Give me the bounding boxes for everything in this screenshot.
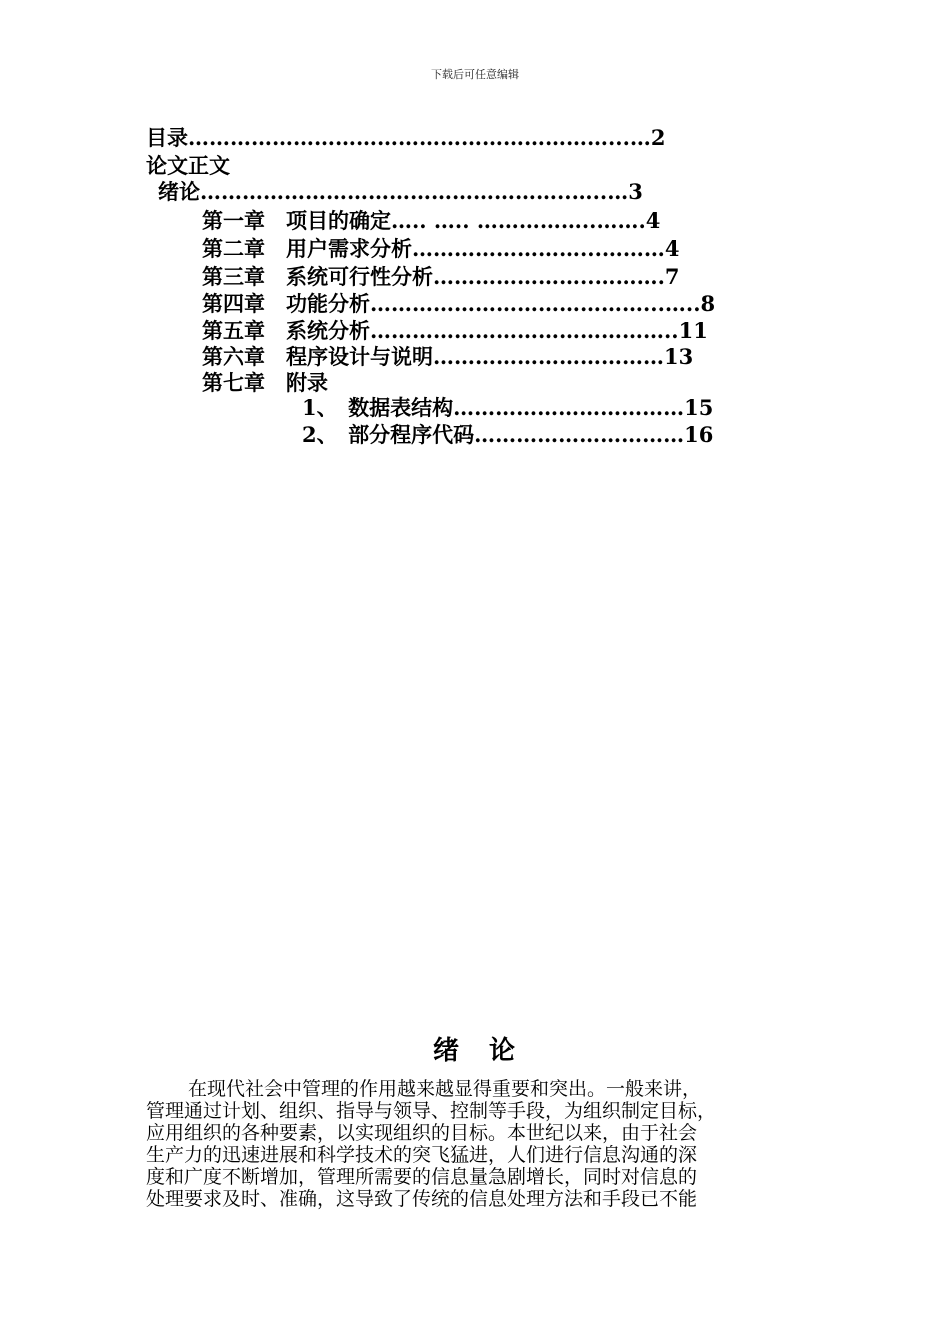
toc-entry-page: …….4 [596, 208, 661, 233]
section-heading: 绪 论 [432, 1036, 517, 1066]
toc-entry-main-text [146, 152, 230, 180]
toc-entry-leader: ………………… [433, 264, 580, 289]
toc-entry-label: 第四章 功能分析 [202, 291, 370, 316]
toc-entry-page: ...………4 [580, 236, 680, 261]
toc-entry-label: 第一章 项目的确定 [202, 208, 391, 233]
toc-entry-label: 目录 [146, 125, 188, 150]
toc-entry-leader: …………………………………………………… [188, 125, 608, 150]
toc-entry-label: 论文正文 [146, 153, 230, 178]
toc-entry-leader: …………………… [412, 236, 580, 261]
toc-entry-leader: ……………… [433, 344, 559, 369]
toc-entry-page: ...…..8 [643, 291, 716, 316]
toc-entry-page: ……………..11 [559, 318, 708, 343]
toc-entry-chapter-4 [202, 290, 715, 318]
toc-entry-chapter-1 [202, 207, 660, 235]
paragraph-line: 生产力的迅速进展和科学技术的突飞猛进，人们进行信息沟通的深 [146, 1144, 698, 1166]
toc-entry-appendix-1 [302, 394, 713, 422]
toc-entry-label: 第三章 系统可行性分析 [202, 264, 433, 289]
toc-entry-page: ……………13 [559, 344, 694, 369]
toc-entry-leader: ….. ….. …………….. [391, 208, 597, 233]
toc-entry-leader: ………………………………… [370, 291, 643, 316]
paragraph-line: 应用组织的各种要素，以实现组织的目标。本世纪以来，由于社会 [146, 1122, 698, 1144]
toc-entry-leader: ……………………… [370, 318, 559, 343]
toc-entry-page: ..……….7 [580, 264, 680, 289]
toc-entry-page: ……15 [642, 395, 714, 420]
intro-paragraph [146, 1078, 808, 1210]
toc-entry-label: 2、 部分程序代码 [302, 422, 475, 447]
toc-entry-appendix-2 [302, 421, 713, 449]
toc-entry-chapter-5 [202, 317, 708, 345]
toc-entry-chapter-2 [202, 235, 680, 263]
toc-entry-label: 第五章 系统分析 [202, 318, 370, 343]
toc-entry-introduction [158, 178, 643, 206]
toc-entry-leader: ……………………… [453, 395, 643, 420]
toc-entry-page: ...…2 [608, 125, 666, 150]
toc-entry-label: 绪论 [158, 179, 200, 204]
toc-entry-contents [146, 124, 666, 152]
toc-entry-label: 第六章 程序设计与说明 [202, 344, 433, 369]
toc-entry-chapter-7 [202, 369, 328, 397]
toc-entry-leader: ……………… [474, 422, 601, 447]
toc-entry-label: 1、 数据表结构 [302, 395, 454, 420]
toc-entry-leader: …………………………………………… [200, 179, 557, 204]
toc-entry-page: ..…..…3 [557, 179, 643, 204]
toc-entry-chapter-3 [202, 263, 680, 291]
paragraph-line: 度和广度不断增加，管理所需要的信息量急剧增长，同时对信息的 [146, 1166, 698, 1188]
paragraph-line: 在现代社会中管理的作用越来越显得重要和突出。一般来讲， [188, 1078, 702, 1100]
paragraph-line: 管理通过计划、组织、指导与领导、控制等手段，为组织制定目标， [146, 1100, 717, 1122]
toc-entry-chapter-6 [202, 343, 693, 371]
toc-entry-page: …………16 [600, 422, 714, 447]
page-header: 下载后可任意编辑 [431, 68, 519, 81]
toc-entry-label: 第七章 附录 [202, 370, 328, 395]
toc-entry-label: 第二章 用户需求分析 [202, 236, 412, 261]
paragraph-line: 处理要求及时、准确，这导致了传统的信息处理方法和手段已不能 [146, 1188, 698, 1210]
